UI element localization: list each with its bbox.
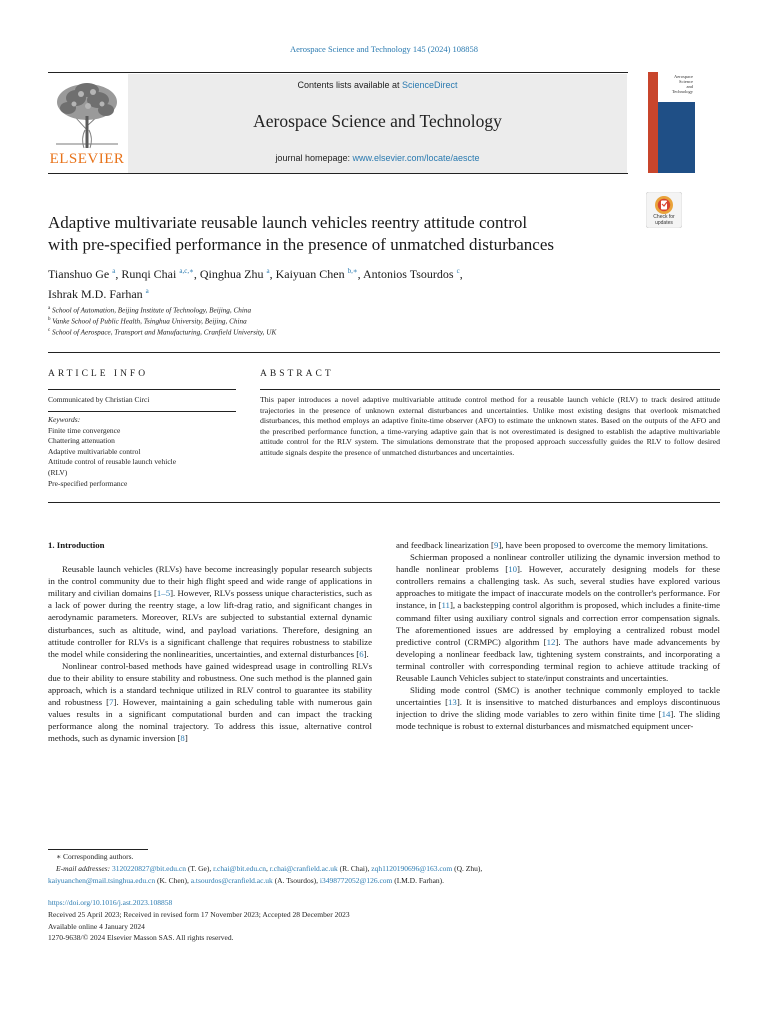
cover-title <box>658 74 695 94</box>
header-bottom-rule <box>48 173 628 174</box>
citation-link[interactable]: 9 <box>493 540 499 550</box>
text-run: ], a backstepping control algorithm is proposed, which includes a finite-time command filter using auxiliary control signals and correction error compensation signals. The aforementioned issues are addressed by employing a centralized robust model predictive control (CRMPC) algorithm [ <box>396 600 720 647</box>
body-column-right <box>396 539 720 733</box>
text-run: Schierman proposed a nonlinear controller utilizing the dynamic inversion method to handle nonlinear problems [ <box>396 552 720 575</box>
keywords-label: Keywords: <box>48 415 81 424</box>
keywords-rule <box>48 411 236 412</box>
homepage-link[interactable]: www.elsevier.com/locate/aescte <box>352 153 480 163</box>
email-link[interactable]: i3498772052@126.com <box>319 875 393 885</box>
keyword: (RLV) <box>48 467 68 477</box>
keyword: Attitude control of reusable launch vehicle <box>48 457 177 467</box>
homepage-prefix: journal homepage: <box>275 153 353 163</box>
check-for-updates-label <box>640 214 688 226</box>
paragraph <box>396 539 720 551</box>
paper-title-line-1: Adaptive multivariate reusable launch vehicles reentry attitude control <box>48 213 528 232</box>
paragraph <box>48 660 372 745</box>
keyword: Chattering attenuation <box>48 436 115 446</box>
citation-link[interactable]: 12 <box>546 636 556 647</box>
footnote-rule <box>48 849 148 850</box>
affil-text: School of Aerospace, Transport and Manufacturing, Cranfield University, UK <box>52 328 277 337</box>
citation-link[interactable]: 13 <box>448 697 457 708</box>
affil-mark: a <box>48 306 51 311</box>
article-info-heading: ARTICLE INFO <box>48 369 149 379</box>
email-owner: (I.M.D. Farhan). <box>392 875 445 885</box>
text-run: and feedback linearization [ <box>396 540 494 550</box>
elsevier-tree-logo-icon <box>48 78 126 150</box>
author-list: Tianshuo Ge $^a$, Runqi Chai $^{a,c,∗}$, Qinghua Zhu $^a$, Kaiyuan Chen $^{b,∗}$, Antonios Tsourdos $^c$, Ishrak M.D. Farhan $^a$ <box>48 267 463 301</box>
email-owner: , <box>266 863 270 873</box>
paragraph <box>396 684 720 732</box>
cover-title-line: Aerospace <box>674 74 693 79</box>
email-owner: (T. Ge), <box>185 863 214 873</box>
email-link[interactable]: zqh1120190696@163.com <box>371 863 453 873</box>
check-label-line: Check for <box>653 214 675 220</box>
author-name[interactable]: Tianshuo Ge <box>48 267 110 281</box>
author-name[interactable]: Qinghua Zhu <box>199 267 264 281</box>
citation-link[interactable]: 7 <box>109 697 114 708</box>
text-run: ]. <box>363 648 369 659</box>
cover-title-line: Technology <box>671 89 693 94</box>
citation-link[interactable]: 14 <box>661 709 671 720</box>
citation-link[interactable]: 1–5 <box>156 588 171 599</box>
affiliation <box>48 306 648 314</box>
email-owner: (R. Chai), <box>337 863 372 873</box>
text-run: ]. However, accurately designing models for these controllers remains a challenging task. As such, several studies have explored various approaches to mitigate the impact of inaccurate models on the controller's performance. For instance, in [ <box>396 564 720 611</box>
email-link[interactable]: a.tsourdos@cranfield.ac.uk <box>190 875 273 885</box>
contents-prefix: Contents lists available at <box>297 80 403 90</box>
affil-text: School of Automation, Beijing Institute of Technology, Beijing, China <box>52 306 252 315</box>
journal-homepage <box>128 153 627 163</box>
email-owner: (A. Tsourdos), <box>272 875 320 885</box>
affiliation <box>48 328 648 336</box>
publication-info <box>48 897 720 944</box>
author-name[interactable]: Runqi Chai <box>121 267 177 281</box>
citation-link[interactable]: 8 <box>180 733 185 744</box>
email-owner: (Q. Zhu), <box>452 863 483 873</box>
cover-stripe <box>648 72 658 173</box>
sciencedirect-link[interactable]: ScienceDirect <box>402 80 458 90</box>
author-affil-mark[interactable]: c <box>456 267 460 275</box>
section-title: 1. Introduction <box>48 540 105 550</box>
text-run: ]. However, RLVs possess unique characteristics, such as a lack of power during the reentry stage, a low lift-drag ratio, and significant changes in aerodynamic parameters. Moreover, RLVs are subjected to substantial external dynamic disturbances, such as altitude, wind, and payload variations. Therefore, designing an attitude controller for RLVs is a significant challenge that requires robustness to stabilize the model while considering the nonlinearities, uncertainties, and external disturbances [ <box>48 588 372 659</box>
author-affil-mark[interactable]: a,c,∗ <box>179 267 194 275</box>
text-run: Reusable launch vehicles (RLVs) have become increasingly popular research subjects in the control community due to their high flight speed and wide range of applications in military and civilian domains [ <box>48 564 372 599</box>
journal-title: Aerospace Science and Technology <box>253 111 502 131</box>
keywords-block <box>48 415 248 489</box>
abstract-heading: ABSTRACT <box>260 369 334 379</box>
email-link[interactable]: r.chai@cranfield.ac.uk <box>269 863 338 873</box>
affil-mark: c <box>48 328 51 333</box>
text-run: ] <box>184 733 188 744</box>
abstract-rule <box>260 389 720 390</box>
journal-reference[interactable]: Aerospace Science and Technology 145 (2024) 108858 <box>289 44 479 54</box>
author-affil-mark[interactable]: a <box>266 267 270 275</box>
text-run: ]. It is insensitive to matched disturbances and employs discontinuous injection to drive the sliding mode variables to zero within finite time [ <box>396 697 720 720</box>
keyword: Adaptive multivariable control <box>48 446 141 456</box>
affil-text: Vanke School of Public Health, Tsinghua University, Beijing, China <box>52 317 247 326</box>
copyright-notice: 1270-9638/© 2024 Elsevier Masson SAS. All rights reserved. <box>48 933 234 943</box>
author-name[interactable]: Antonios Tsourdos <box>362 267 454 281</box>
citation-link[interactable]: 10 <box>508 564 517 575</box>
cover-title-line: Science <box>679 79 693 84</box>
elsevier-wordmark: ELSEVIER <box>49 151 125 167</box>
affiliation <box>48 317 648 325</box>
email-link[interactable]: 3120220827@bit.edu.cn <box>111 863 186 873</box>
check-label-line: updates <box>655 220 673 226</box>
text-run: ]. The sliding mode technique is robust to external disturbances and mismatched equipment uncer- <box>396 709 721 732</box>
available-online: Available online 4 January 2024 <box>48 921 145 931</box>
cover-title-line: and <box>686 84 693 89</box>
keyword: Pre-specified performance <box>48 478 128 488</box>
journal-cover-thumbnail[interactable] <box>648 72 695 173</box>
email-owner: (K. Chen), <box>155 875 191 885</box>
email-label: E-mail addresses: <box>56 863 112 873</box>
author-name[interactable]: Kaiyuan Chen <box>275 267 345 281</box>
communicated-by: Communicated by Christian Circi <box>48 395 150 404</box>
doi-link[interactable]: https://doi.org/10.1016/j.ast.2023.108858 <box>48 898 173 907</box>
email-addresses-cont <box>48 875 720 887</box>
text-run: ]. However, maintaining a gain scheduling table with numerous gain values results in a significant computational burden and can impact the tracking performance along the nominal trajectory. To address this issue, alternative control methods, such as dynamic inversion [ <box>48 697 372 744</box>
author-affil-mark[interactable]: a <box>145 287 149 295</box>
paragraph <box>396 551 720 684</box>
article-info-rule <box>48 389 236 390</box>
header-top-rule <box>48 72 628 73</box>
email-link[interactable]: r.chai@bit.edu.cn <box>213 863 267 873</box>
affil-mark: b <box>48 317 51 322</box>
paper-title <box>48 212 608 256</box>
paper-title-line-2: with pre-specified performance in the presence of unmatched disturbances <box>48 235 555 254</box>
received-dates: Received 25 April 2023; Received in revised form 17 November 2023; Accepted 28 December 2023 <box>48 909 350 919</box>
email-link[interactable]: kaiyuanchen@mail.tsinghua.edu.cn <box>48 875 156 885</box>
text-run: Nonlinear control-based methods have gained widespread usage in controlling RLVs due to their ability to ensure stability and robustness. One such method is the planned gain approach, which is a standard technique utilized in RLV control to guarantee its stability and robustness [ <box>48 660 372 708</box>
citation-link[interactable]: 11 <box>441 600 450 611</box>
author-affil-mark[interactable]: b,∗ <box>347 267 358 275</box>
body-column-left <box>48 539 372 745</box>
author-name[interactable]: Ishrak M.D. Farhan <box>48 287 143 301</box>
footnotes <box>48 851 720 886</box>
contents-available <box>128 80 627 90</box>
paragraph <box>48 563 372 660</box>
section-divider <box>48 502 720 503</box>
text-run: ]. The authors have made advancements by developing a nonlinear feedback law, tightening system constraints, and incorporating a terminal controller with corresponding terminal region to achieve attitude tracking of Reusable Launch Vehicles subject to state/input constraints and uncertainties. <box>396 636 720 684</box>
keyword: Finite time convergence <box>48 425 121 435</box>
text-run: Sliding mode control (SMC) is another technique commonly employed to tackle uncertainties [ <box>396 685 720 708</box>
corresponding-note: ∗ Corresponding authors. <box>56 852 134 861</box>
author-affil-mark[interactable]: a <box>112 267 116 275</box>
text-run: ], have been proposed to overcome the memory limitations. <box>498 540 708 550</box>
email-addresses <box>48 863 720 875</box>
abstract-text: This paper introduces a novel adaptive multivariable attitude control method for a reusable launch vehicle (RLV) to track desired attitude trajectories in the presence of unknown external disturbances and uncertainties. Unlike most existing designs that overlook mismatched disturbances, this method employs an adaptive finite-time observer (AFO) to estimate the unknown states. Based on the outputs of the AFO and the prescribed performance function, a time-varying adaptive gain that is not overestimated is designed to establish the adaptive multivariable attitude control for the RLV system. The simulations demonstrate that the proposed approach successfully guides the RLV to follow desired attitude signals despite the presence of unmatched disturbances and uncertainties. <box>260 395 720 457</box>
citation-link[interactable]: 6 <box>359 648 364 659</box>
section-divider <box>48 352 720 353</box>
